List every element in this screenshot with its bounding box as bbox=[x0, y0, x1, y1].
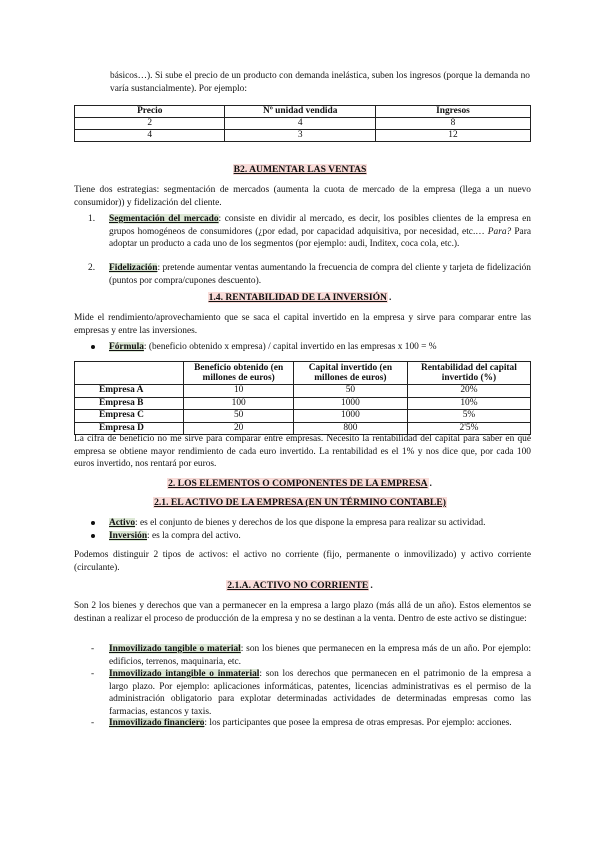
dash-detail: : los participantes que posee la empresa de otras empresas. Por ejemplo: acciones. bbox=[204, 718, 512, 728]
table-cell: Empresa C bbox=[75, 410, 184, 423]
dash-marker: - bbox=[91, 718, 95, 728]
heading-text: 1.4. RENTABILIDAD DE LA INVERSIÓN bbox=[208, 292, 387, 303]
list-item-text bbox=[109, 213, 531, 251]
dash-term: Inmovilizado tangible o material bbox=[109, 644, 241, 654]
table-header: Capital invertido (en millones de euros) bbox=[293, 362, 407, 385]
table-cell: 2 bbox=[75, 118, 225, 130]
table-header: Nº unidad vendida bbox=[225, 106, 375, 118]
dash-marker: - bbox=[91, 644, 95, 654]
price-table bbox=[74, 105, 531, 142]
after-table-text: La cifra de beneficio no me sirve para comparar entre empresas. Necesito la rentabilidad del capital para saber en qué empresa se obtiene mayor rendimiento de cada euro invertido. La rentabilidad es el 1% y nos dice que, por cada 100 euros invertido, nos rentará por euros. bbox=[74, 434, 531, 470]
b2-intro-text: Tiene dos estrategias: segmentación de mercados (aumenta la cuota de mercado de la empresa (llega a un nuevo consumidor)) y fidelización del cliente. bbox=[74, 185, 531, 208]
dash-item bbox=[88, 668, 531, 718]
table-cell: 100 bbox=[184, 397, 293, 410]
after-table-paragraph bbox=[74, 433, 531, 471]
list-text: : consiste en dividir al mercado, es decir, los posibles clientes de la empresa en grupos homogéneos de consumidores (¿por edad, por capacidad adquisitiva, por necesidad, etc.… bbox=[109, 214, 531, 237]
bullet-term: Inversión bbox=[109, 531, 148, 541]
formula-term: Fórmula bbox=[109, 342, 144, 352]
dash-item-text bbox=[109, 643, 531, 668]
dash-item bbox=[88, 643, 531, 668]
heading-text: 2.1. EL ACTIVO DE LA EMPRESA (EN UN TÉRMINO CONTABLE) bbox=[154, 497, 446, 508]
table-cell: 5% bbox=[407, 410, 530, 423]
list-text: Para adoptar un producto a cada uno de los segmentos (por ejemplo: audi, Inditex, coca cola, etc.). bbox=[109, 226, 531, 250]
intro-line-1: básicos…). Si sube el precio de un producto con demanda inelástica, suben los ingresos (porque la bbox=[110, 71, 482, 81]
table-header bbox=[75, 362, 184, 385]
table-row bbox=[75, 118, 531, 130]
section-heading-2-1 bbox=[0, 497, 600, 510]
table-cell: 50 bbox=[184, 410, 293, 423]
table-header: Rentabilidad del capital invertido (%) bbox=[407, 362, 530, 385]
list-item-text bbox=[109, 262, 531, 287]
table-cell: 20 bbox=[184, 422, 293, 435]
dash-term: Inmovilizado intangible o inmaterial bbox=[109, 669, 260, 679]
table-cell: 10 bbox=[184, 385, 293, 398]
table-cell: 800 bbox=[293, 422, 407, 435]
b2-intro bbox=[74, 184, 531, 209]
formula-detail: : (beneficio obtenido x empresa) / capital invertido en las empresas x 100 = % bbox=[143, 342, 437, 352]
table-cell: 1000 bbox=[293, 410, 407, 423]
profitability-table bbox=[74, 361, 531, 435]
table-cell: 10% bbox=[407, 397, 530, 410]
table-cell: 1000 bbox=[293, 397, 407, 410]
table-row bbox=[75, 385, 531, 398]
list-item bbox=[88, 262, 531, 287]
bullet-item bbox=[88, 517, 531, 530]
s21a-intro-text: Son 2 los bienes y derechos que van a permanecer en la empresa a largo plazo (más allá de un año). Estos elementos se destinan a realizar el proceso de producción de la empresa y no se destinan a la venta. Dentro de este activo se distingue: bbox=[74, 601, 531, 624]
table-cell: 3 bbox=[225, 130, 375, 142]
table-row bbox=[75, 410, 531, 423]
dash-item-text bbox=[109, 717, 531, 730]
s21a-intro bbox=[74, 600, 531, 625]
section-heading-1-4 bbox=[0, 292, 600, 305]
bullet-icon bbox=[91, 345, 95, 349]
list-term: Segmentación del mercado bbox=[109, 214, 219, 224]
list-number: 2. bbox=[88, 263, 96, 273]
s14-intro bbox=[74, 312, 531, 337]
dash-marker: - bbox=[91, 669, 95, 679]
bullet-term: Activo bbox=[109, 518, 136, 528]
intro-line-2: demanda no varía sustancialmente). Por ejemplo: bbox=[110, 71, 530, 94]
table-cell: Empresa B bbox=[75, 397, 184, 410]
s14-intro-text: Mide el rendimiento/aprovechamiento que se saca el capital invertido en la empresa y sirve para comparar entre las empresas y entre las inversiones. bbox=[74, 313, 531, 336]
s21-paragraph-text: Podemos distinguir 2 tipos de activos: el activo no corriente (fijo, permanente o inmovilizado) y activo corriente (circulante). bbox=[74, 550, 531, 573]
list-text: : pretende aumentar ventas aumentando la frecuencia de compra del cliente y tarjeta de fidelización (puntos por compra/cupones descuento). bbox=[109, 263, 531, 286]
table-cell: 8 bbox=[375, 118, 530, 130]
heading-text: B2. AUMENTAR LAS VENTAS bbox=[233, 164, 367, 175]
dash-detail: : son los bienes que permanecen en la empresa más de un año. Por ejemplo: edificios, terrenos, maquinaria, etc. bbox=[109, 644, 532, 667]
dash-detail: : son los derechos que permanecen en el patrimonio de la empresa a largo plazo. Por ejemplo: aplicaciones informáticas, patentes, licencias administrativas es el permiso de la administración obligatorio para explotar determinadas actividades de determinadas empresas como las farmacias, estancos y taxis. bbox=[109, 669, 531, 717]
bullet-detail: : es la compra del activo. bbox=[147, 531, 241, 541]
s21-paragraph bbox=[74, 549, 531, 574]
heading-text: 2. LOS ELEMENTOS O COMPONENTES DE LA EMPRESA bbox=[168, 478, 428, 489]
bullet-text bbox=[109, 517, 531, 530]
table-cell: 4 bbox=[75, 130, 225, 142]
formula-bullet bbox=[88, 341, 531, 354]
bullet-text bbox=[109, 530, 531, 543]
heading-end: . bbox=[389, 292, 392, 303]
dash-item bbox=[88, 717, 531, 730]
table-header-row bbox=[75, 106, 531, 118]
section-heading-b2 bbox=[0, 164, 600, 177]
heading-end: . bbox=[370, 580, 373, 591]
bullet-detail: : es el conjunto de bienes y derechos de los que dispone la empresa para realizar su actividad. bbox=[135, 518, 486, 528]
table-cell: 2'5% bbox=[407, 422, 530, 435]
bullet-item bbox=[88, 530, 531, 543]
list-term: Fidelización bbox=[109, 263, 158, 273]
table-cell: 4 bbox=[225, 118, 375, 130]
table-cell: 50 bbox=[293, 385, 407, 398]
table-header: Beneficio obtenido (en millones de euros) bbox=[184, 362, 293, 385]
section-heading-2-1-a bbox=[0, 580, 600, 593]
dash-item-text bbox=[109, 668, 531, 718]
section-heading-2 bbox=[0, 478, 600, 491]
heading-text: 2.1.A. ACTIVO NO CORRIENTE bbox=[227, 580, 369, 591]
bullet-icon bbox=[91, 534, 95, 538]
dash-term: Inmovilizado financiero bbox=[109, 718, 205, 728]
table-row bbox=[75, 130, 531, 142]
bullet-icon bbox=[91, 521, 95, 525]
list-italic: Para? bbox=[487, 226, 512, 237]
list-number: 1. bbox=[88, 214, 96, 224]
table-header: Precio bbox=[75, 106, 225, 118]
table-cell: 20% bbox=[407, 385, 530, 398]
table-cell: Empresa A bbox=[75, 385, 184, 398]
intro-paragraph bbox=[110, 70, 530, 95]
heading-end: . bbox=[429, 478, 432, 489]
table-cell: 12 bbox=[375, 130, 530, 142]
table-header-row bbox=[75, 362, 531, 385]
formula-text bbox=[109, 341, 531, 354]
list-item bbox=[88, 213, 531, 251]
table-row bbox=[75, 397, 531, 410]
table-header: Ingresos bbox=[375, 106, 530, 118]
table-cell: Empresa D bbox=[75, 422, 184, 435]
